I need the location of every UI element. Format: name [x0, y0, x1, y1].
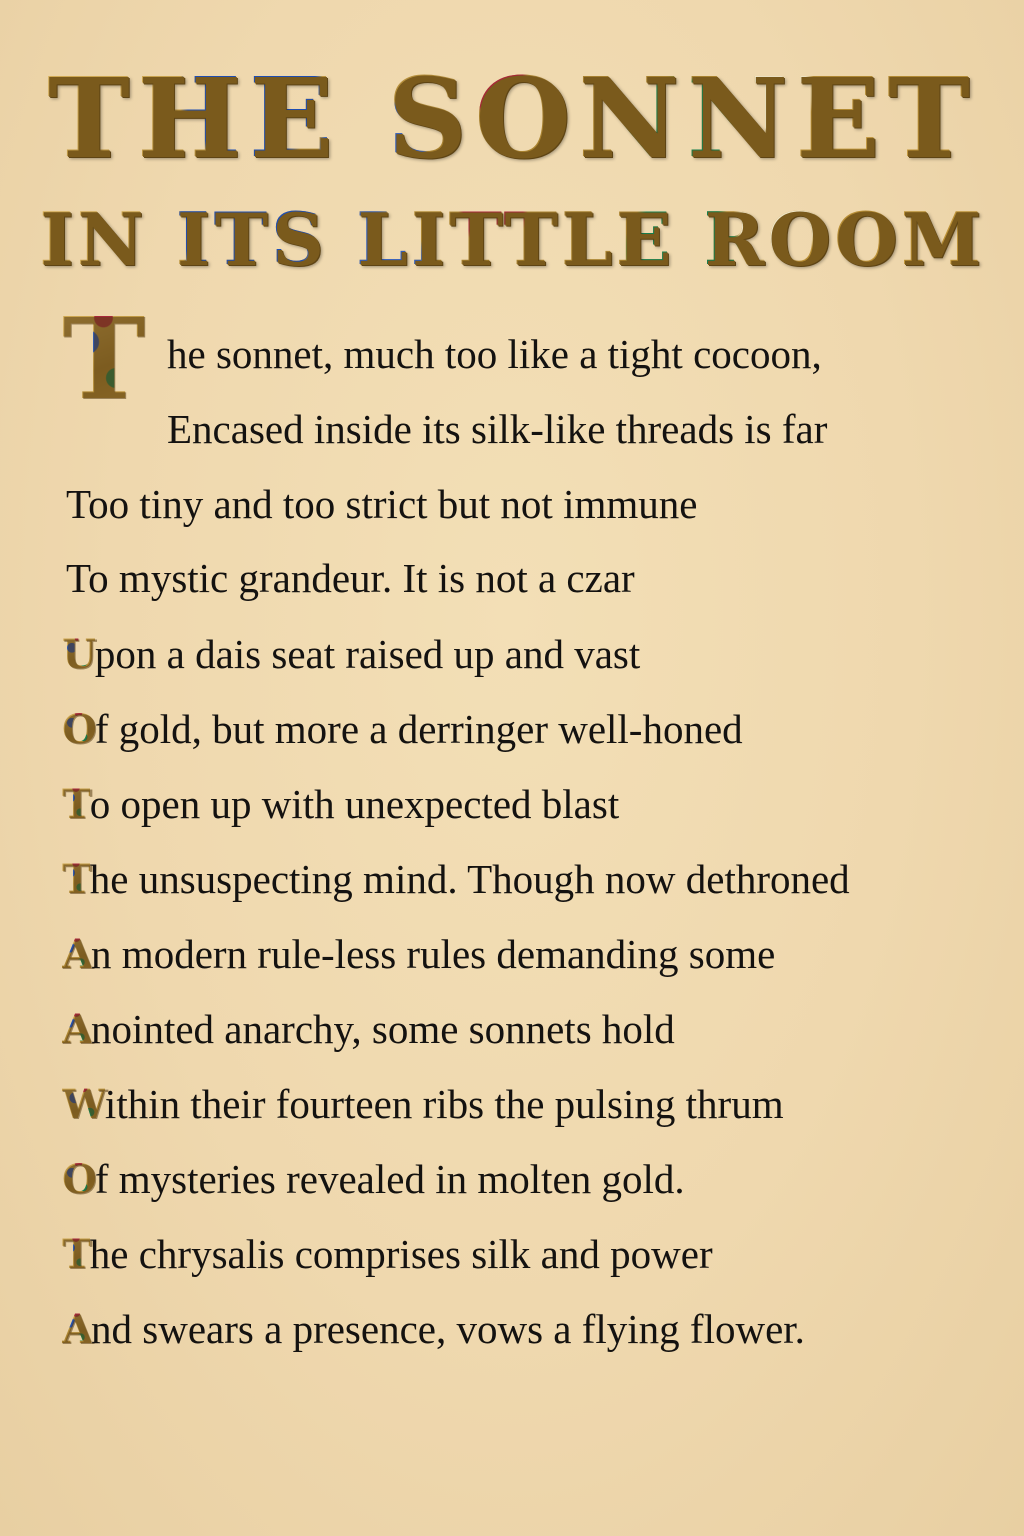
- line-text: n modern rule-less rules demanding some: [91, 931, 776, 977]
- line-text: ithin their fourteen ribs the pulsing thrum: [104, 1081, 784, 1127]
- poem-line-5: [62, 630, 640, 679]
- jeweled-initial: T: [62, 781, 90, 828]
- poem-line-4: To mystic grandeur. It is not a czar: [66, 555, 635, 601]
- drop-cap-initial: T: [62, 294, 146, 425]
- title-line-2: [0, 198, 1024, 280]
- line-text: f mysteries revealed in molten gold.: [94, 1156, 685, 1202]
- jeweled-subtitle-text: IN ITS LITTLE ROOM: [39, 196, 985, 281]
- poem-line-10: [62, 1005, 675, 1054]
- jeweled-title-text: THE SONNET: [47, 53, 977, 182]
- poem-line-3: Too tiny and too strict but not immune: [66, 481, 698, 527]
- poem-line-7: [62, 780, 619, 829]
- jeweled-initial: A: [62, 931, 92, 978]
- line-text: nd swears a presence, vows a flying flower.: [91, 1306, 805, 1352]
- line-text: pon a dais seat raised up and vast: [94, 631, 641, 677]
- title-line-1: [0, 53, 1024, 182]
- line-text: o open up with unexpected blast: [89, 781, 620, 827]
- poem-line-14: [62, 1305, 805, 1354]
- jeweled-initial: U: [62, 631, 95, 678]
- jeweled-initial: W: [62, 1081, 105, 1128]
- line-text: f gold, but more a derringer well-honed: [94, 706, 743, 752]
- poem-line-12: [62, 1155, 685, 1204]
- poem-line-11: [62, 1080, 784, 1129]
- line-text: he unsuspecting mind. Though now dethroned: [89, 856, 850, 902]
- jeweled-initial: T: [62, 856, 90, 903]
- jeweled-initial: T: [62, 1231, 90, 1278]
- jeweled-initial: A: [62, 1006, 92, 1053]
- jeweled-initial: A: [62, 1306, 92, 1353]
- line-text: nointed anarchy, some sonnets hold: [91, 1006, 675, 1052]
- poem-line-6: [62, 705, 743, 754]
- poem-line-2: Encased inside its silk-like threads is far: [167, 406, 828, 452]
- poem-line-9: [62, 930, 775, 979]
- line-text: he chrysalis comprises silk and power: [89, 1231, 713, 1277]
- poem-line-1: he sonnet, much too like a tight cocoon,: [167, 331, 822, 377]
- jeweled-initial: O: [62, 1156, 95, 1203]
- poem-line-8: [62, 855, 850, 904]
- poem-line-13: [62, 1230, 713, 1279]
- jeweled-initial: O: [62, 706, 95, 753]
